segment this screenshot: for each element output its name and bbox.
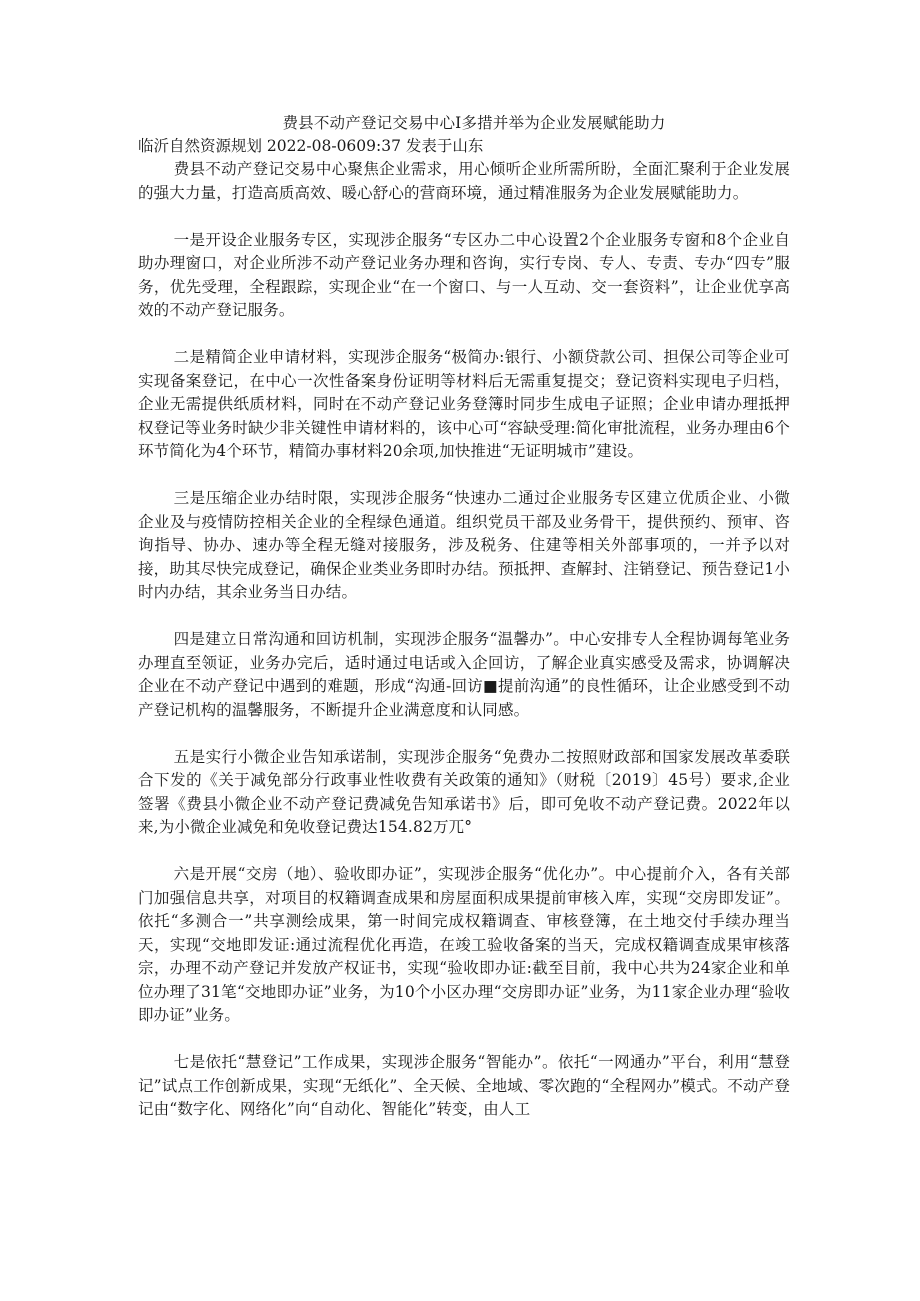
paragraph-7: 七是依托“慧登记”工作成果，实现涉企服务“智能办”。依托“一网通办”平台，利用“慧登记”试点工作创新成果，实现“无纸化”、全天候、全地域、零次跑的“全程网办”模式。不动产登记由“数字化、网络化”向“自动化、智能化”转变，由人工: [138, 1053, 790, 1118]
paragraph-1: 一是开设企业服务专区，实现涉企服务“专区办二中心设置2个企业服务专窗和8个企业自助办理窗口，对企业所涉不动产登记业务办理和咨询，实行专岗、专人、专责、专办“四专”服务，优先受理，全程跟踪，实现企业“在一个窗口、与一人互动、交一套资料”，让企业优享高效的不动产登记服务。: [138, 230, 790, 319]
paragraph-3: 三是压缩企业办结时限，实现涉企服务“快速办二通过企业服务专区建立优质企业、小微企业及与疫情防控相关企业的全程绿色通道。组织党员干部及业务骨干，提供预约、预审、咨询指导、协办、速办等全程无缝对接服务，涉及税务、住建等相关外部事项的，一并予以对接，助其尽快完成登记，确保企业类业务即时办结。预抵押、查解封、注销登记、预告登记1小时内办结，其余业务当日办结。: [138, 489, 790, 601]
paragraph-6: 六是开展“交房（地）、验收即办证”，实现涉企服务“优化办”。中心提前介入，各有关部门加强信息共享，对项目的权籍调查成果和房屋面积成果提前审核入库，实现“交房即发证”。依托“多测合一”共享测绘成果，第一时间完成权籍调查、审核登簿，在土地交付手续办理当天，实现“交地即发证:通过流程优化再造，在竣工验收备案的当天，完成权籍调查成果审核落宗，办理不动产登记并发放产权证书，实现“验收即办证:截至目前，我中心共为24家企业和单位办理了31笔“交地即办证”业务，为10个小区办理“交房即办证”业务，为11家企业办理“验收即办证”业务。: [138, 865, 790, 1024]
paragraph-intro: 费县不动产登记交易中心聚焦企业需求，用心倾听企业所需所盼，全面汇聚利于企业发展的强大力量，打造高质高效、暖心舒心的营商环境，通过精准服务为企业发展赋能助力。: [138, 160, 790, 202]
paragraph-4: 四是建立日常沟通和回访机制，实现涉企服务“温馨办”。中心安排专人全程协调每笔业务办理直至领证，业务办完后，适时通过电话或入企回访，了解企业真实感受及需求，协调解决企业在不动产登记中遇到的难题，形成“沟通-回访■提前沟通”的良性循环，让企业感受到不动产登记机构的温馨服务，不断提升企业满意度和认同感。: [138, 630, 790, 719]
article-meta: 临沂自然资源规划 2022-08-0609:37 发表于山东: [138, 137, 484, 155]
article-title: 费县不动产登记交易中心I多措并举为企业发展赋能助力: [282, 114, 666, 132]
article: [138, 112, 790, 1122]
paragraph-5: 五是实行小微企业告知承诺制，实现涉企服务“免费办二按照财政部和国家发展改革委联合下发的《关于减免部分行政事业性收费有关政策的通知》（财税〔2019〕45号）要求,企业签署《费县小微企业不动产登记费减免告知承诺书》后，即可免收不动产登记费。2022年以来,为小微企业减免和免收登记费达154.82万兀°: [138, 747, 790, 836]
paragraph-2: 二是精简企业申请材料，实现涉企服务“极简办:银行、小额贷款公司、担保公司等企业可实现备案登记，在中心一次性备案身份证明等材料后无需重复提交；登记资料实现电子归档，企业无需提供纸质材料，同时在不动产登记业务登簿时同步生成电子证照；企业申请办理抵押权登记等业务时缺少非关键性申请材料的，该中心可“容缺受理:简化审批流程，业务办理由6个环节简化为4个环节，精简办事材料20余项,加快推进“无证明城市”建设。: [138, 348, 790, 460]
